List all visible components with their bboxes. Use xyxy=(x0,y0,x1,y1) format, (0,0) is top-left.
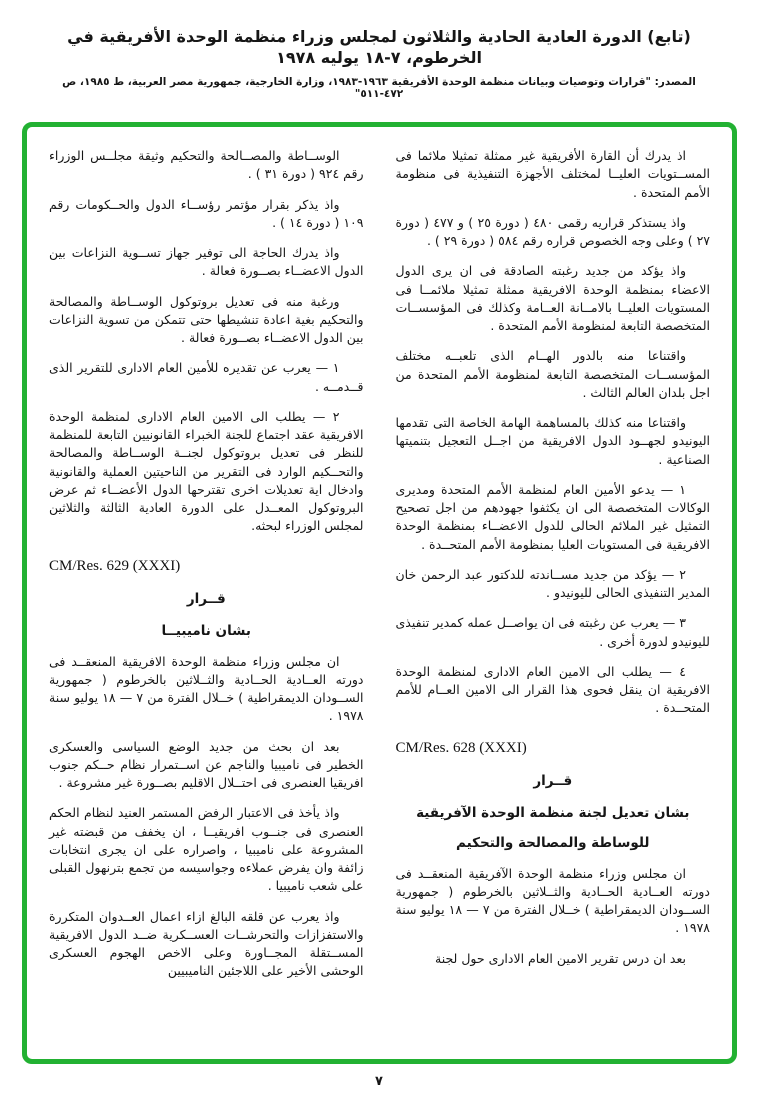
column-right xyxy=(396,147,711,1045)
resolution-number-628: CM/Res. 628 (XXXI) xyxy=(395,739,527,756)
clause-1: ١ — يعرب عن تقديره للأمين العام الادارى للتقرير الذى قــدمــه . xyxy=(49,360,364,394)
header-source: المصدر: "قرارات وتوصيات وبيانات منظمة الوحدة الأفريقية ١٩٦٣-١٩٨٣، وزارة الخارجية، جمهورية مصر العربية، ط ١٩٨٥، ص ٤٧٢-٥١١" xyxy=(62,75,696,100)
paragraph: واقتناعا منه كذلك بالمساهمة الهامة الخاصة التى تقدمها اليونيدو لجهــود الدول الافريقية من اجــل التعجيل بتنميتها الصناعية . xyxy=(395,415,710,467)
paragraph: واذ يستذكر قراريه رقمى ٤٨٠ ( دورة ٢٥ ) و ٤٧٧ ( دورة ٢٧ ) وعلى وجه الخصوص قراره رقم ٥٨٤ ( دورة ٢٩ ) . xyxy=(395,214,710,248)
header-title: (تابع) الدورة العادية الحادية والثلاثون لمجلس وزراء منظمة الوحدة الأفريقية في الخرطوم، ٧-١٨ يوليه ١٩٧٨ xyxy=(67,27,691,67)
paragraph: واذ يذكر بقرار مؤتمر رؤســاء الدول والحــكومات رقم ١٠٩ ( دورة ١٤ ) . xyxy=(49,196,364,230)
clause-1: ١ — يدعو الأمين العام لمنظمة الأمم المتحدة ومديرى الوكالات المتخصصة الى ان يكثفوا جهودهم من اجل تصحيح التمثيل غير الملائم الحالى للدول الاعضــاء بمنظمة الوحدة الافريقية فى المستويات العليا بمنظومة الأمم المتحــدة . xyxy=(395,481,710,552)
clause-4: ٤ — يطلب الى الامين العام الادارى لمنظمة الوحدة الافريقية ان ينقل فحوى هذا القرار الى الامين العــام للأمم المتحــدة . xyxy=(395,663,710,716)
decree-subject: بشان ناميبيــا xyxy=(161,622,251,639)
paragraph: ورغبة منه فى تعديل بروتوكول الوســاطة والمصالحة والتحكيم بغية اعادة تنشيطها حتى تتمكن من تسوية النزاعات بين الدول الاعضــاء بصــورة فعالة . xyxy=(49,293,364,345)
paragraph: واذ يدرك الحاجة الى توفير جهاز تســوية النزاعات بين الدول الاعضــاء بصــورة فعالة . xyxy=(49,245,364,279)
paragraph: ان مجلس وزراء منظمة الوحدة الآفريقية المنعقــد فى دورته العــادية الحــادية والثــلاثين بالخرطوم ( جمهورية الســودان الديمقراطية ) خــلال الفترة من ٧ — ١٨ يوليو سنة ١٩٧٨ . xyxy=(395,865,710,936)
paragraph: واذ يعرب عن قلقه البالغ ازاء اعمال العــدوان المتكررة والاستفزازات والتحرشــات العســكرية ضــد الدول الافريقية المســتقلة المجــاورة وعلى الاخص الهجوم العسكرى الوحشى الأخير على اللاجئين الناميبيين xyxy=(49,908,364,979)
decree-heading: قــرار xyxy=(186,590,226,607)
paragraph: واذ يأخذ فى الاعتبار الرفض المستمر العنيد لنظام الحكم العنصرى فى جنــوب افريقيــا ، ان يخفف من قبضته غير المشروعة على ناميبيا ، واصراره على ان يجرى انتخابات زائفة وان يفرض عملاءه وجواسيسه من تجمع بترنهول القبلى على شعب ناميبيا . xyxy=(49,805,364,894)
resolution-number-629: CM/Res. 629 (XXXI) xyxy=(49,557,181,574)
content-frame xyxy=(22,122,737,1064)
paragraph: بعد ان درس تقرير الامين العام الادارى حول لجنة xyxy=(435,950,686,966)
paragraph: ان مجلس وزراء منظمة الوحدة الافريقية المنعقــد فى دورته العــادية الحــادية والثــلاثين بالخرطوم ( جمهورية الســودان الديمقراطية ) خــلال الفترة من ٧ — ١٨ يوليو سنة ١٩٧٨ . xyxy=(49,653,364,724)
decree-heading: قــرار xyxy=(533,772,573,789)
decree-subject-line1: بشان تعديل لجنة منظمة الوحدة الآفريقية xyxy=(416,804,690,821)
column-left xyxy=(49,147,364,1045)
decree-subject-line2: للوساطة والمصالحة والتحكيم xyxy=(456,834,650,851)
paragraph: بعد ان بحث من جديد الوضع السياسى والعسكرى الخطير فى ناميبيا والناجم عن اســتمرار نظام حــكم جنوب افريقيا العنصرى فى احتــلال الاقليم بصــورة غير مشروعة . xyxy=(49,738,364,790)
paragraph: واذ يؤكد من جديد رغبته الصادقة فى ان يرى الدول الاعضاء بمنظمة الوحدة الافريقية ممثلة تمثيلا ملائمــا فى المستويات العليــا بالامــانة العــامة وكذلك فى المؤسســات المتخصصة التابعة لمنظومة الأمم المتحدة . xyxy=(395,263,710,333)
clause-2: ٢ — يطلب الى الامين العام الادارى لمنظمة الوحدة الافريقية عقد اجتماع للجنة الخبراء القانونيين التابعة للمنظمة للنظر فى تعديل بروتوكول لجنــة الوســاطة والمصالحة والتحــكيم الوارد فى التقرير من الناحيتين العملية والقانونية وادخال اية تعديلات اخرى تقترحها الدول الأعضــاء ثم عرض البروتوكول المعــدل على الدورة العادية الثالثة والثلاثين لمجلس الوزراء لبحثه. xyxy=(49,408,364,534)
clause-2: ٢ — يؤكد من جديد مســاندته للدكتور عبد الرحمن خان المدير التنفيذى الحالى لليونيدو . xyxy=(395,566,710,600)
two-column-layout xyxy=(49,147,710,1045)
paragraph: الوســاطة والمصــالحة والتحكيم وثيقة مجلــس الوزراء رقم ٩٢٤ ( دورة ٣١ ) . xyxy=(49,148,364,182)
paragraph: واقتناعا منه بالدور الهــام الذى تلعبــه مختلف المؤسســات المتخصصة التابعة لمنظومة الأمم المتحدة من اجل بلدان العالم الثالث . xyxy=(395,348,710,400)
page-header xyxy=(0,27,758,100)
page-number: ٧ xyxy=(375,1074,383,1089)
clause-3: ٣ — يعرب عن رغبته فى ان يواصــل عمله كمدير تنفيذى لليونيدو لدورة أخرى . xyxy=(395,615,710,649)
paragraph: اذ يدرك أن القارة الأفريقية غير ممثلة تمثيلا ملائما فى المســتويات العليــا لمختلف الأجهزة التنفيذية فى منظومة الأمم المتحدة . xyxy=(395,148,710,200)
